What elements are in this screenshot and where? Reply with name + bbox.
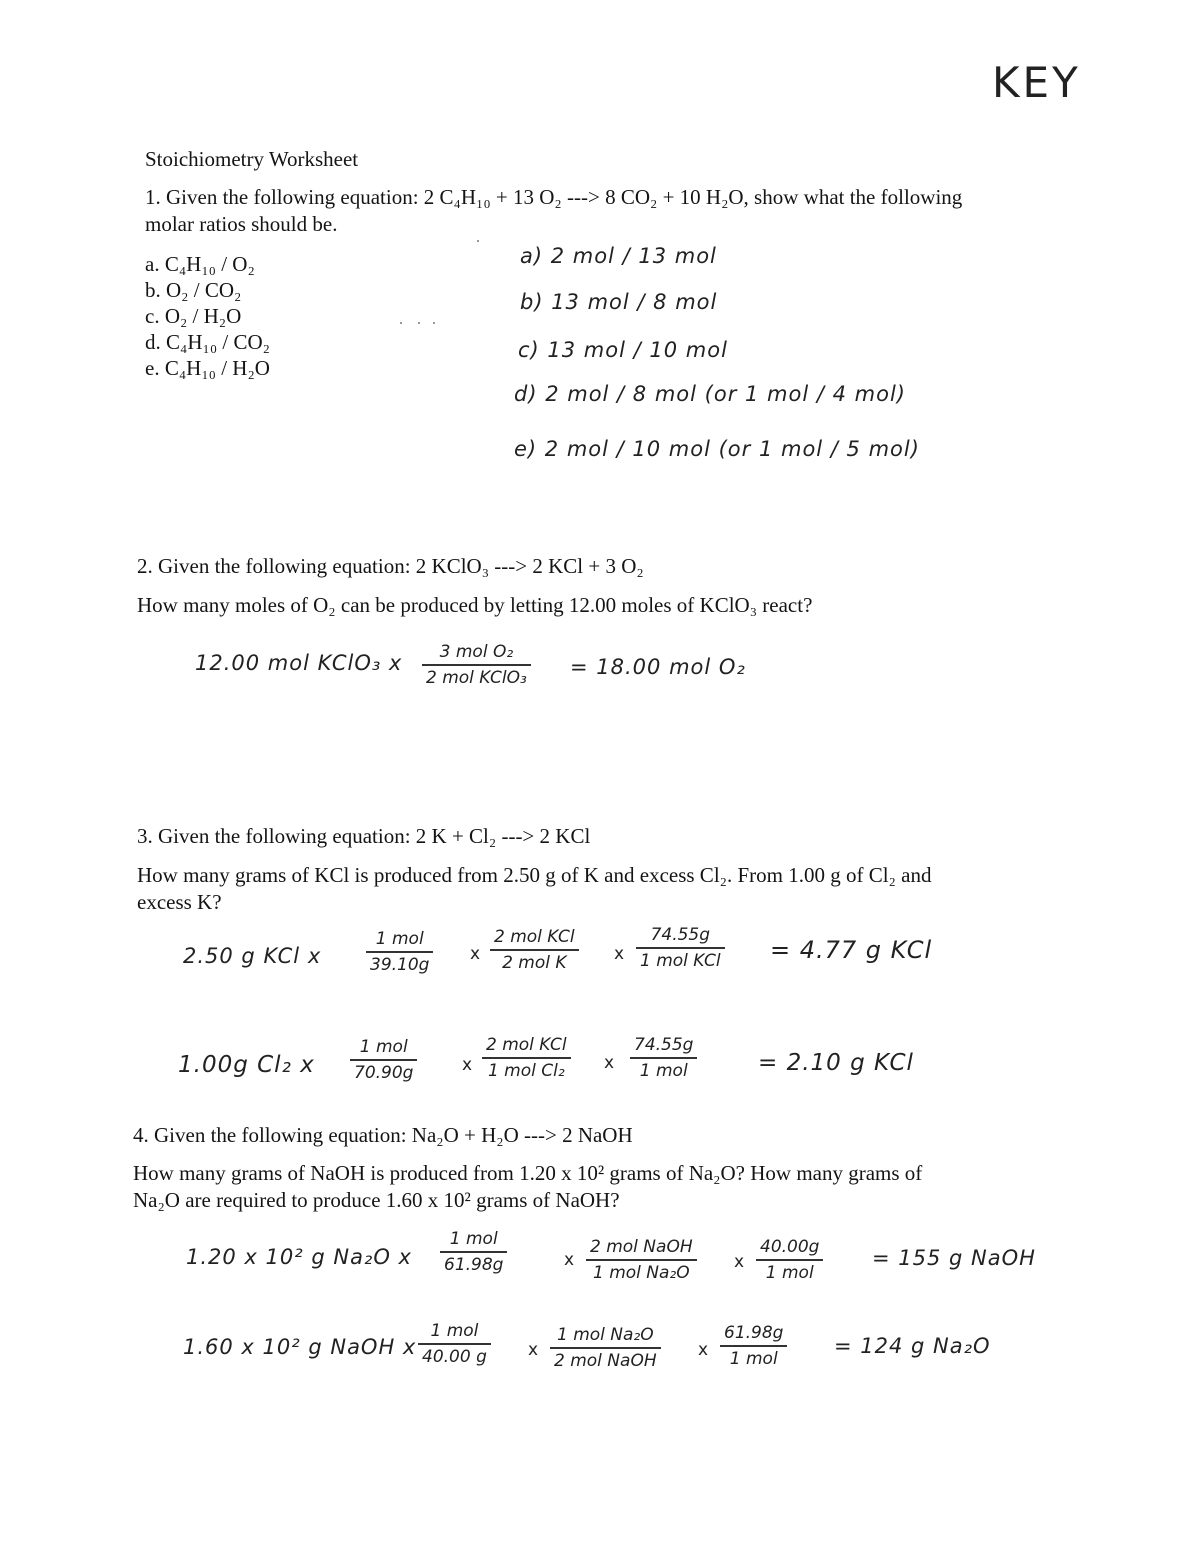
fraction-numerator: 2 mol KCl xyxy=(486,1035,567,1055)
q3-work2-fraction-2 xyxy=(482,1034,571,1082)
fraction-numerator: 1 mol xyxy=(375,929,424,949)
fraction-numerator: 74.55g xyxy=(650,925,711,945)
q1-prompt-line1: 1. Given the following equation: 2 C₄H₁₀ + 13 O₂ ---> 8 CO₂ + 10 H₂O, show what the following xyxy=(145,185,963,209)
worksheet-title: Stoichiometry Worksheet xyxy=(145,147,359,171)
scan-speck xyxy=(433,322,435,324)
fraction-denominator: 1 mol Na₂O xyxy=(592,1262,690,1283)
q4-work1-fraction-3 xyxy=(756,1236,823,1284)
fraction-numerator: 61.98g xyxy=(724,1323,784,1343)
fraction-bar xyxy=(350,1059,417,1061)
q1-item-a: a. C₄H₁₀ / O₂ xyxy=(145,252,255,276)
multiply-sign: x xyxy=(614,944,625,964)
fraction-bar xyxy=(630,1057,697,1059)
q4-work1-result: = 155 g NaOH xyxy=(872,1246,1036,1270)
fraction-bar xyxy=(490,949,579,951)
fraction-bar xyxy=(636,947,725,949)
q4-prompt-line3: Na₂O are required to produce 1.60 x 10² grams of NaOH? xyxy=(133,1188,620,1212)
q1-item-e: e. C₄H₁₀ / H₂O xyxy=(145,356,270,380)
q4-work1-fraction-2 xyxy=(586,1236,697,1284)
q3-prompt-line3: excess K? xyxy=(137,890,222,914)
q4-work2-fraction-2 xyxy=(550,1324,661,1372)
fraction-denominator: 2 mol NaOH xyxy=(554,1350,657,1371)
fraction-denominator: 40.00 g xyxy=(422,1346,487,1367)
fraction-denominator: 2 mol KClO₃ xyxy=(426,667,527,688)
q2-prompt-line2: How many moles of O₂ can be produced by letting 12.00 moles of KClO₃ react? xyxy=(137,593,813,617)
q3-work1-result: = 4.77 g KCl xyxy=(770,936,933,964)
fraction-numerator: 1 mol xyxy=(359,1037,408,1057)
multiply-sign: x xyxy=(462,1055,473,1075)
fraction-numerator: 1 mol xyxy=(449,1229,498,1249)
q1-answer-c: c) 13 mol / 10 mol xyxy=(518,338,728,362)
q1-answer-a: a) 2 mol / 13 mol xyxy=(520,244,717,268)
fraction-denominator: 2 mol K xyxy=(502,952,567,973)
multiply-sign: x xyxy=(528,1340,539,1360)
scan-speck xyxy=(477,240,479,242)
q4-work2-start: 1.60 x 10² g NaOH x xyxy=(183,1335,417,1359)
fraction-numerator: 2 mol KCl xyxy=(494,927,575,947)
q1-item-c: c. O₂ / H₂O xyxy=(145,304,242,328)
multiply-sign: x xyxy=(564,1250,575,1270)
fraction-bar xyxy=(440,1251,507,1253)
q1-answer-d: d) 2 mol / 8 mol (or 1 mol / 4 mol) xyxy=(514,382,906,406)
fraction-denominator: 70.90g xyxy=(354,1062,414,1083)
q4-work1-start: 1.20 x 10² g Na₂O x xyxy=(186,1245,412,1269)
scan-speck xyxy=(418,322,420,324)
fraction-bar xyxy=(366,951,433,953)
q4-prompt-line1: 4. Given the following equation: Na₂O + H₂O ---> 2 NaOH xyxy=(133,1123,633,1147)
q3-work1-fraction-1 xyxy=(366,928,433,976)
fraction-bar xyxy=(418,1343,491,1345)
multiply-sign: x xyxy=(698,1340,709,1360)
scan-speck xyxy=(400,322,402,324)
q2-prompt-line1: 2. Given the following equation: 2 KClO₃ ---> 2 KCl + 3 O₂ xyxy=(137,554,644,578)
q1-answer-e: e) 2 mol / 10 mol (or 1 mol / 5 mol) xyxy=(514,437,920,461)
fraction-bar xyxy=(482,1057,571,1059)
fraction-denominator: 61.98g xyxy=(444,1254,504,1275)
q4-prompt-line2: How many grams of NaOH is produced from 1.20 x 10² grams of Na₂O? How many grams of xyxy=(133,1161,923,1185)
q4-work2-fraction-3 xyxy=(720,1322,787,1370)
fraction-bar xyxy=(550,1347,661,1349)
q3-work2-fraction-1 xyxy=(350,1036,417,1084)
q2-work-fraction xyxy=(422,641,531,689)
fraction-bar xyxy=(586,1259,697,1261)
fraction-denominator: 39.10g xyxy=(370,954,430,975)
q3-work2-start: 1.00g Cl₂ x xyxy=(178,1052,315,1078)
key-label: KEY xyxy=(992,58,1081,107)
q4-work1-fraction-1 xyxy=(440,1228,507,1276)
q1-prompt-line2: molar ratios should be. xyxy=(145,212,338,236)
fraction-bar xyxy=(720,1345,787,1347)
q3-work1-start: 2.50 g KCl x xyxy=(183,944,322,968)
fraction-denominator: 1 mol xyxy=(765,1262,814,1283)
multiply-sign: x xyxy=(734,1252,745,1272)
fraction-denominator: 1 mol xyxy=(729,1348,778,1369)
multiply-sign: x xyxy=(604,1053,615,1073)
fraction-numerator: 40.00g xyxy=(760,1237,820,1257)
fraction-bar xyxy=(422,664,531,666)
fraction-numerator: 1 mol Na₂O xyxy=(556,1325,654,1345)
q1-item-b: b. O₂ / CO₂ xyxy=(145,278,242,302)
q2-work-start: 12.00 mol KClO₃ x xyxy=(195,651,403,675)
q3-work2-result: = 2.10 g KCl xyxy=(758,1050,914,1076)
q3-work1-fraction-3 xyxy=(636,924,725,972)
q1-item-d: d. C₄H₁₀ / CO₂ xyxy=(145,330,270,354)
fraction-numerator: 2 mol NaOH xyxy=(590,1237,693,1257)
fraction-numerator: 74.55g xyxy=(634,1035,694,1055)
q3-work1-fraction-2 xyxy=(490,926,579,974)
q1-answer-b: b) 13 mol / 8 mol xyxy=(520,290,718,314)
q4-work2-result: = 124 g Na₂O xyxy=(834,1334,991,1358)
q3-work2-fraction-3 xyxy=(630,1034,697,1082)
fraction-bar xyxy=(756,1259,823,1261)
multiply-sign: x xyxy=(470,944,481,964)
q3-prompt-line1: 3. Given the following equation: 2 K + Cl₂ ---> 2 KCl xyxy=(137,824,591,848)
fraction-denominator: 1 mol KCl xyxy=(640,950,721,971)
q2-work-result: = 18.00 mol O₂ xyxy=(570,655,746,679)
fraction-numerator: 1 mol xyxy=(430,1321,479,1341)
fraction-numerator: 3 mol O₂ xyxy=(439,642,514,662)
q4-work2-fraction-1 xyxy=(418,1320,491,1368)
q3-prompt-line2: How many grams of KCl is produced from 2.50 g of K and excess Cl₂. From 1.00 g of Cl₂ and xyxy=(137,863,932,887)
fraction-denominator: 1 mol xyxy=(639,1060,688,1081)
fraction-denominator: 1 mol Cl₂ xyxy=(487,1060,565,1081)
